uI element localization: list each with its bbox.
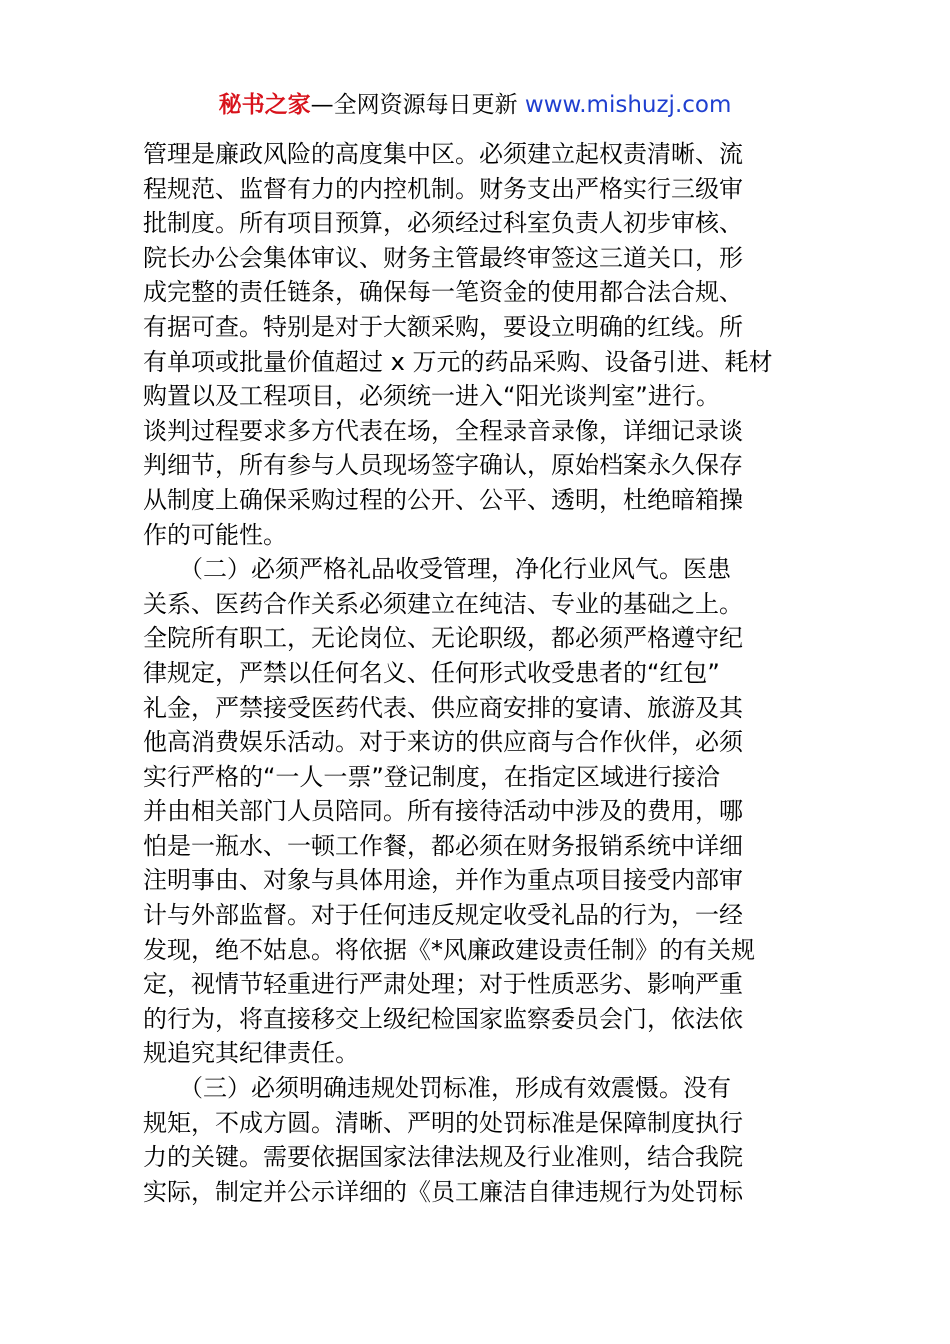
- text-line: 他高消费娱乐活动。对于来访的供应商与合作伙伴，必须: [143, 728, 743, 757]
- text-line: 院长办公会集体审议、财务主管最终审签这三道关口，形: [143, 243, 743, 272]
- text-line: 关系、医药合作关系必须建立在纯洁、专业的基础之上。: [143, 589, 743, 618]
- brand-name: 秘书之家: [218, 92, 311, 118]
- text-line: 谈判过程要求多方代表在场，全程录音录像，详细记录谈: [143, 416, 743, 445]
- text-line: 律规定，严禁以任何名义、任何形式收受患者的“红包”: [143, 658, 720, 687]
- text-line: 注明事由、对象与具体用途，并作为重点项目接受内部审: [143, 866, 743, 895]
- text-line: 发现，绝不姑息。将依据《*风廉政建设责任制》的有关规: [143, 935, 755, 964]
- document-body: [143, 137, 808, 1209]
- text-line: （三）必须明确违规处罚标准，形成有效震慑。没有: [143, 1074, 731, 1103]
- text-line: 定，视情节轻重进行严肃处理；对于性质恶劣、影响严重: [143, 970, 743, 999]
- text-line: 实际，制定并公示详细的《员工廉洁自律违规行为处罚标: [143, 1177, 743, 1206]
- text-line: 判细节，所有参与人员现场签字确认，原始档案永久保存: [143, 451, 743, 480]
- text-line: 的行为，将直接移交上级纪检国家监察委员会门，依法依: [143, 1004, 743, 1033]
- text-line: 从制度上确保采购过程的公开、公平、透明，杜绝暗箱操: [143, 485, 743, 514]
- text-line: （二）必须严格礼品收受管理，净化行业风气。医患: [143, 555, 731, 584]
- text-line: 有据可查。特别是对于大额采购，要设立明确的红线。所: [143, 312, 743, 341]
- text-line: 计与外部监督。对于任何违反规定收受礼品的行为，一经: [143, 901, 743, 930]
- text-line: 力的关键。需要依据国家法律法规及行业准则，结合我院: [143, 1143, 743, 1172]
- text-line: 成完整的责任链条，确保每一笔资金的使用都合法合规、: [143, 278, 743, 307]
- site-url[interactable]: www.mishuzj.com: [524, 92, 732, 118]
- text-line: 怕是一瓶水、一顿工作餐，都必须在财务报销系统中详细: [143, 831, 743, 860]
- text-line: 管理是廉政风险的高度集中区。必须建立起权责清晰、流: [143, 140, 743, 168]
- text-line: 并由相关部门人员陪同。所有接待活动中涉及的费用，哪: [143, 797, 743, 826]
- text-line: 礼金，严禁接受医药代表、供应商安排的宴请、旅游及其: [143, 693, 743, 722]
- text-line: 批制度。所有项目预算，必须经过科室负责人初步审核、: [143, 209, 743, 238]
- page-header: [0, 88, 950, 122]
- text-line: 实行严格的“一人一票”登记制度，在指定区域进行接洽: [143, 762, 720, 791]
- text-line: 购置以及工程项目，必须统一进入“阳光谈判室”进行。: [143, 382, 720, 411]
- text-line: 程规范、监督有力的内控机制。财务支出严格实行三级审: [143, 174, 743, 203]
- text-line: 有单项或批量价值超过 x 万元的药品采购、设备引进、耗材: [143, 347, 773, 376]
- text-line: 全院所有职工，无论岗位、无论职级，都必须严格遵守纪: [143, 624, 743, 653]
- header-slogan: —全网资源每日更新: [310, 92, 518, 118]
- text-line: 规矩，不成方圆。清晰、严明的处罚标准是保障制度执行: [143, 1108, 743, 1137]
- text-line: 规追究其纪律责任。: [143, 1039, 359, 1068]
- text-line: 作的可能性。: [143, 520, 287, 549]
